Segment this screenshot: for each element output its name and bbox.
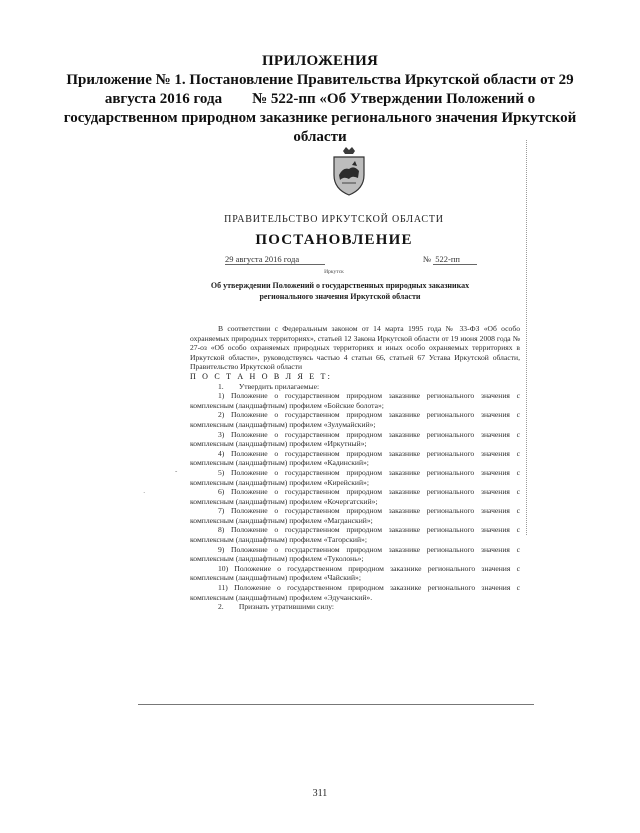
appendix-subtitle-line-1: Приложение № 1. Постановление Правительства Иркутской области от 29 <box>66 72 574 88</box>
scan-artifact-dot: · <box>143 489 146 497</box>
decree-body <box>190 324 520 612</box>
decree-subject: Об утверждении Положений о государственных природных заказниках регионального значения Иркутской области <box>210 281 470 301</box>
list-item: 5) Положение о государственном природном заказнике регионального значения с комплексным (ландшафтным) профилем «Кирейский»; <box>190 467 520 487</box>
scan-artifact-dash: - <box>175 467 178 475</box>
appendix-subtitle-line-4: области <box>293 129 347 145</box>
repeal-clause: 2. Признать утратившими силу: <box>218 602 335 612</box>
list-item: 1) Положение о государственном природном заказнике регионального значения с комплексным (ландшафтным) профилем «Бойские болота»; <box>190 391 520 410</box>
list-item: 6) Положение о государственном природном заказнике регионального значения с комплексным (ландшафтным) профилем «Кочергатский»; <box>190 487 520 506</box>
scan-edge-line <box>526 140 527 535</box>
preamble: В соответствии с Федеральным законом от 14 марта 1995 года № 33-ФЗ «Об особо охраняемых природных территориях», статьей 12 Закона Иркутской области от 19 июня 2008 года № 27-оз «Об особо охраняемых природных территориях и иных особо охраняемых территориях в Иркутской области», руководствуясь частью 4 статьи 66, статьей 67 Устава Иркутской области, Правительство Иркутской области <box>190 324 520 372</box>
appendix-header <box>50 52 590 147</box>
decree-city: Иркутск <box>324 269 344 275</box>
approve-clause: 1. Утвердить прилагаемые: <box>218 381 320 391</box>
appendix-subtitle-line-2: августа 2016 года № 522-пп «Об Утверждении Положений о <box>104 91 536 107</box>
list-item: 10) Положение о государственном природном заказнике регионального значения с комплексным (ландшафтным) профилем «Чайский»; <box>190 563 520 583</box>
list-item: 2) Положение о государственном природном заказнике регионального значения с комплексным (ландшафтным) профилем «Зулумайский»; <box>190 410 520 429</box>
list-item: 9) Положение о государственном природном заказнике регионального значения с комплексным (ландшафтным) профилем «Туколонь»; <box>190 544 520 564</box>
resolves-keyword: П О С Т А Н О В Л Я Е Т: <box>190 371 333 381</box>
appendix-subtitle-line-3: государственном природном заказнике регионального значения Иркутской <box>63 110 577 126</box>
coat-of-arms-icon <box>330 145 368 197</box>
decree-number-field <box>423 254 477 265</box>
appendix-title: ПРИЛОЖЕНИЯ <box>262 53 378 69</box>
list-item: 8) Положение о государственном природном заказнике регионального значения с комплексным (ландшафтным) профилем «Тагорский»; <box>190 525 520 545</box>
decree-heading: ПОСТАНОВЛЕНИЕ <box>255 232 413 248</box>
government-name: ПРАВИТЕЛЬСТВО ИРКУТСКОЙ ОБЛАСТИ <box>224 214 444 225</box>
decree-number: 522-пп <box>433 254 477 265</box>
list-item: 7) Положение о государственном природном заказнике регионального значения с комплексным (ландшафтным) профилем «Магданский»; <box>190 506 520 525</box>
list-item: 3) Положение о государственном природном заказнике регионального значения с комплексным (ландшафтным) профилем «Иркутный»; <box>190 429 520 449</box>
list-item: 11) Положение о государственном природном заказнике регионального значения с комплексным (ландшафтным) профилем «Эдучанский». <box>190 583 520 602</box>
page-number: 311 <box>312 788 328 799</box>
scanned-decree-page <box>135 142 533 712</box>
number-sign: № <box>423 254 432 264</box>
list-item: 4) Положение о государственном природном заказнике регионального значения с комплексным (ландшафтным) профилем «Кадинский»; <box>190 448 520 468</box>
page-divider <box>138 704 534 705</box>
decree-date: 29 августа 2016 года <box>225 254 325 265</box>
